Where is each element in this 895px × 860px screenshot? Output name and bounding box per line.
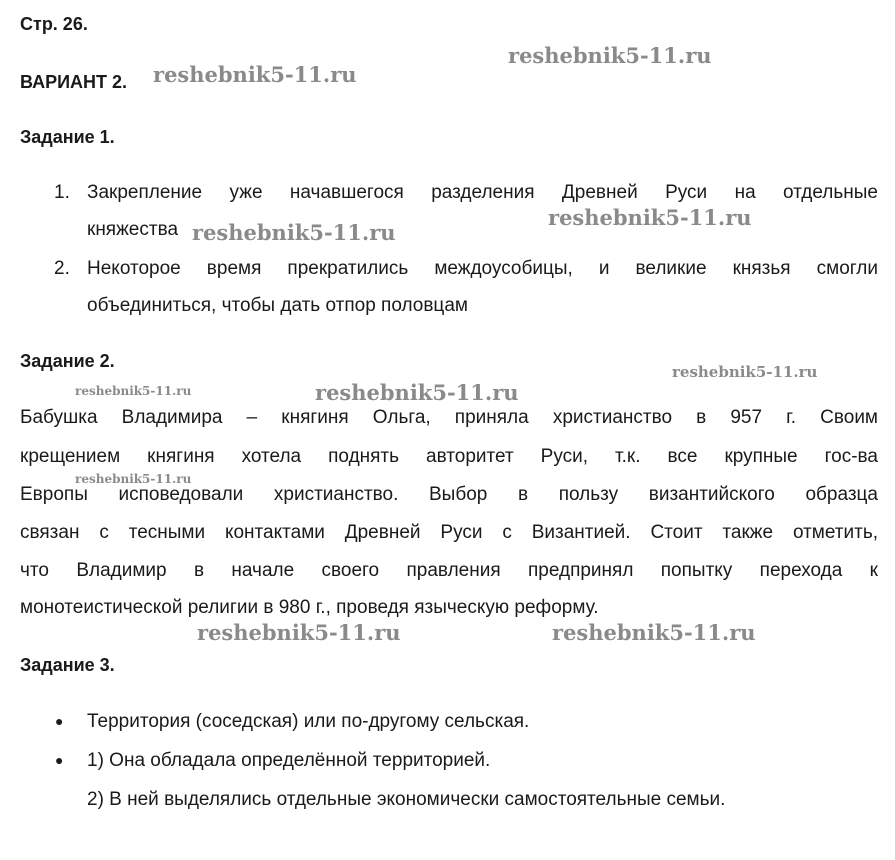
watermark: reshebnik5-11.ru	[315, 380, 519, 405]
watermark: reshebnik5-11.ru	[75, 384, 192, 398]
task2-line2: крещением княгиня хотела поднять авторитет Руси, т.к. все крупные гос-ва	[20, 446, 878, 467]
task2-title: Задание 2.	[20, 351, 115, 371]
task3-bullet2: 1) Она обладала определённой территорией.	[87, 750, 491, 771]
variant-heading: ВАРИАНТ 2.	[20, 72, 128, 92]
task3-title: Задание 3.	[20, 655, 115, 675]
watermark: reshebnik5-11.ru	[508, 43, 712, 68]
bullet-icon: ●	[55, 752, 64, 768]
bullet-icon: ●	[55, 713, 64, 729]
watermark: reshebnik5-11.ru	[153, 62, 357, 87]
watermark: reshebnik5-11.ru	[548, 205, 752, 230]
task3-sub-line: 2) В ней выделялись отдельные экономически самостоятельные семьи.	[87, 789, 726, 810]
task2-line3: Европы исповедовали христианство. Выбор в пользу византийского образца	[20, 484, 878, 505]
task2-line5: что Владимир в начале своего правления предпринял попытку перехода к	[20, 560, 878, 581]
watermark: reshebnik5-11.ru	[197, 620, 401, 645]
watermark: reshebnik5-11.ru	[672, 363, 818, 381]
page-reference: Стр. 26.	[20, 14, 88, 34]
watermark: reshebnik5-11.ru	[552, 620, 756, 645]
watermark: reshebnik5-11.ru	[75, 472, 192, 486]
watermark: reshebnik5-11.ru	[192, 220, 396, 245]
task1-title: Задание 1.	[20, 127, 115, 147]
task1-item1-line1: Закрепление уже начавшегося разделения Древней Руси на отдельные	[87, 182, 878, 203]
task3-bullet1: Территория (соседская) или по-другому сельская.	[87, 711, 530, 732]
task1-item2-line2: объединиться, чтобы дать отпор половцам	[87, 295, 468, 316]
task1-item2-number: 2.	[54, 258, 70, 279]
task2-line4: связан с тесными контактами Древней Руси с Византией. Стоит также отметить,	[20, 522, 878, 543]
task2-line6: монотеистической религии в 980 г., проведя языческую реформу.	[20, 597, 599, 618]
task1-item2-line1: Некоторое время прекратились междоусобицы, и великие князья смогли	[87, 258, 878, 279]
task1-item1-number: 1.	[54, 182, 70, 203]
task2-line1: Бабушка Владимира – княгиня Ольга, приняла христианство в 957 г. Своим	[20, 407, 878, 428]
task1-item1-line2: княжества	[87, 219, 179, 240]
